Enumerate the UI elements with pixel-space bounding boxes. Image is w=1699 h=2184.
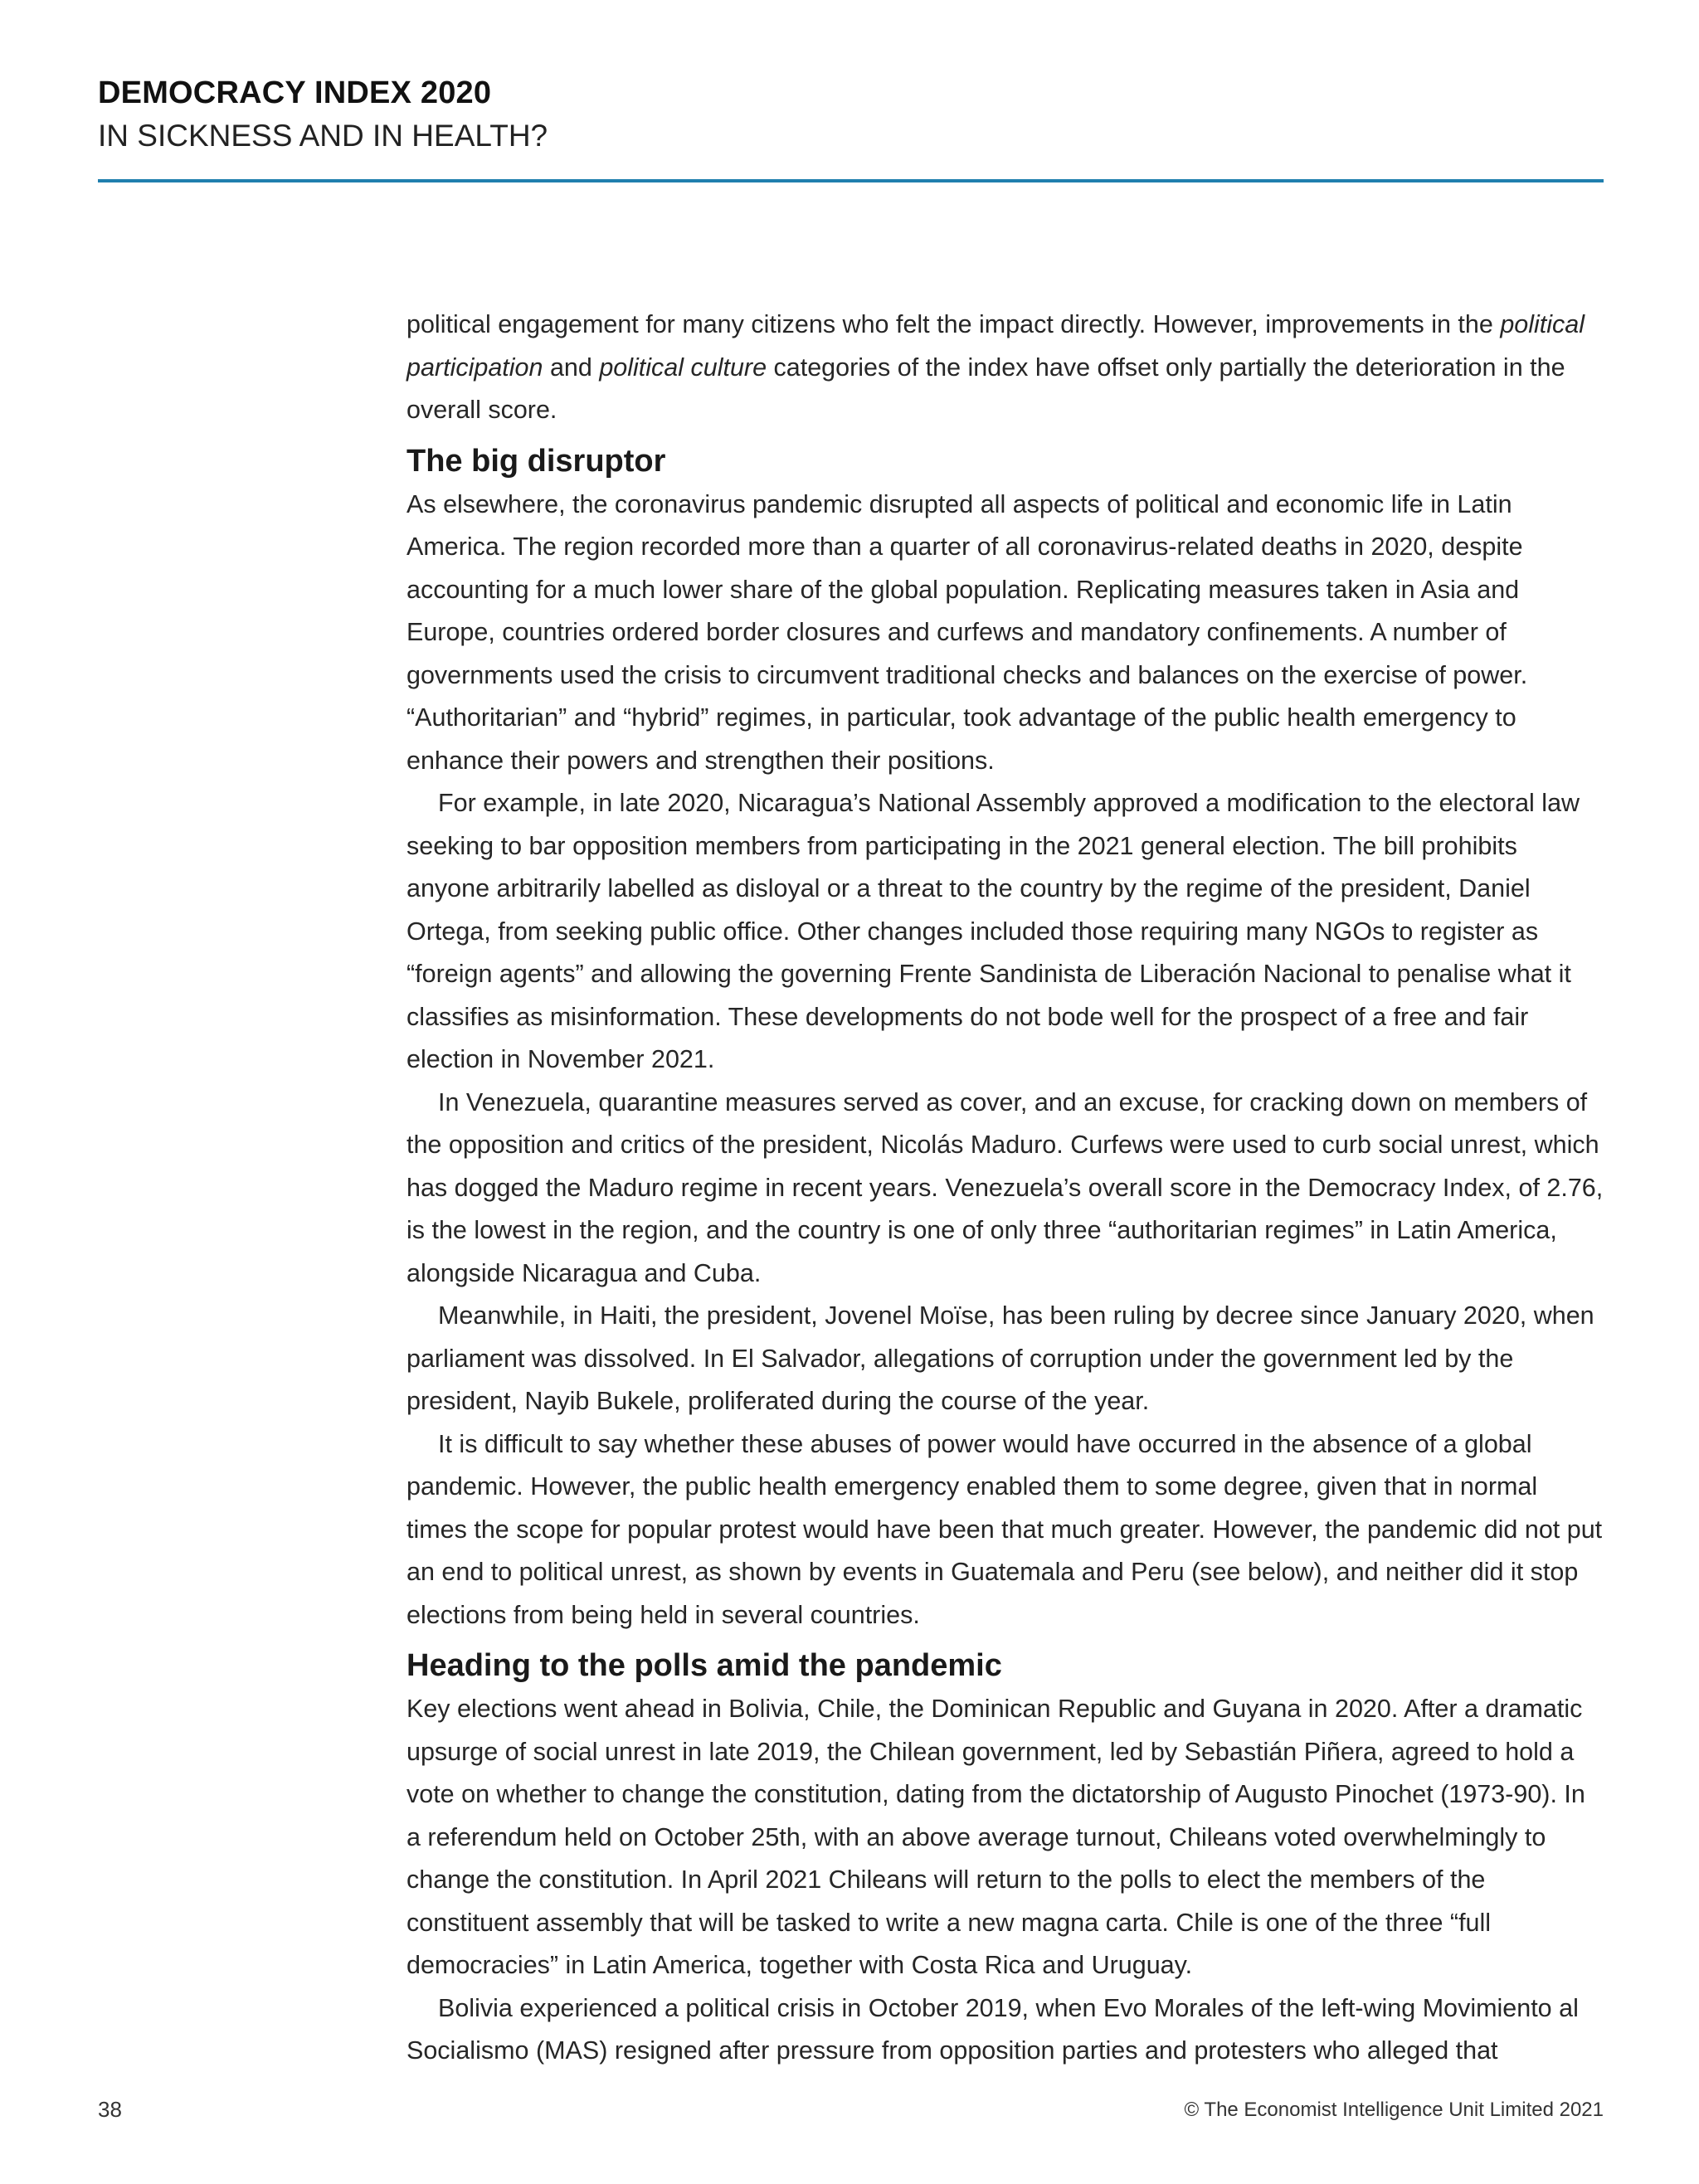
report-header bbox=[98, 73, 1604, 156]
report-title: DEMOCRACY INDEX 2020 bbox=[98, 75, 492, 110]
intro-text-2: and bbox=[543, 353, 600, 382]
intro-paragraph bbox=[406, 304, 1604, 432]
paragraph: Meanwhile, in Haiti, the president, Jovenel Moïse, has been ruling by decree since January 2020, when parliament was dissolved. In El Salvador, allegations of corruption under the government led by the president, Nayib Bukele, proliferated during the course of the year. bbox=[406, 1301, 1594, 1415]
article-body bbox=[406, 304, 1604, 2073]
intro-text-1: political engagement for many citizens who felt the impact directly. However, improvements in the bbox=[406, 310, 1501, 338]
paragraph: As elsewhere, the coronavirus pandemic disrupted all aspects of political and economic life in Latin America. The region recorded more than a quarter of all coronavirus-related deaths in 2020, despite accounting for a much lower share of the global population. Replicating measures taken in Asia and Europe, countries ordered border closures and curfews and mandatory confinements. A number of governments used the crisis to circumvent traditional checks and balances on the exercise of power. “Authoritarian” and “hybrid” regimes, in particular, took advantage of the public health emergency to enhance their powers and strengthen their positions. bbox=[406, 489, 1528, 775]
paragraph: Bolivia experienced a political crisis in October 2019, when Evo Morales of the left-wing Movimiento al Socialismo (MAS) resigned after pressure from opposition parties and protesters who alleged that bbox=[406, 1993, 1579, 2065]
paragraph: It is difficult to say whether these abuses of power would have occurred in the absence of a global pandemic. However, the public health emergency enabled them to some degree, given that in normal times the scope for popular protest would have been that much greater. However, the pandemic did not put an end to political unrest, as shown by events in Guatemala and Peru (see below), and neither did it stop elections from being held in several countries. bbox=[406, 1429, 1603, 1629]
intro-emphasis-political-participation: political participation bbox=[406, 310, 1585, 382]
paragraph: Key elections went ahead in Bolivia, Chile, the Dominican Republic and Guyana in 2020. After a dramatic upsurge of social unrest in late 2019, the Chilean government, led by Sebastián Piñera, agreed to hold a vote on whether to change the constitution, dating from the dictatorship of Augusto Pinochet (1973-90). In a referendum held on October 25th, with an above average turnout, Chileans voted overwhelmingly to change the constitution. In April 2021 Chileans will return to the polls to elect the members of the constituent assembly that will be tasked to write a new magna carta. Chile is one of the three “full democracies” in Latin America, together with Costa Rica and Uruguay. bbox=[406, 1695, 1585, 1979]
intro-emphasis-political-culture: political culture bbox=[599, 353, 767, 382]
section-heading-polls-amid-pandemic: Heading to the polls amid the pandemic bbox=[406, 1648, 1002, 1683]
header-divider bbox=[98, 179, 1604, 182]
paragraph: For example, in late 2020, Nicaragua’s National Assembly approved a modification to the electoral law seeking to bar opposition members from participating in the 2021 general election. The bill prohibits anyone arbitrarily labelled as disloyal or a threat to the country by the regime of the president, Daniel Ortega, from seeking public office. Other changes included those requiring many NGOs to register as “foreign agents” and allowing the governing Frente Sandinista de Liberación Nacional to penalise what it classifies as misinformation. These developments do not bode well for the prospect of a free and fair election in November 2021. bbox=[406, 789, 1580, 1073]
copyright-notice: © The Economist Intelligence Unit Limited 2021 bbox=[1184, 2099, 1604, 2121]
intro-text-3: categories of the index have offset only partially the deterioration in the overall score. bbox=[406, 353, 1565, 424]
paragraph: In Venezuela, quarantine measures served as cover, and an excuse, for cracking down on members of the opposition and critics of the president, Nicolás Maduro. Curfews were used to curb social unrest, which has dogged the Maduro regime in recent years. Venezuela’s overall score in the Democracy Index, of 2.76, is the lowest in the region, and the country is one of only three “authoritarian regimes” in Latin America, alongside Nicaragua and Cuba. bbox=[406, 1087, 1604, 1287]
report-subtitle: IN SICKNESS AND IN HEALTH? bbox=[98, 119, 548, 153]
page-number: 38 bbox=[98, 2097, 122, 2122]
section-heading-big-disruptor: The big disruptor bbox=[406, 443, 666, 479]
